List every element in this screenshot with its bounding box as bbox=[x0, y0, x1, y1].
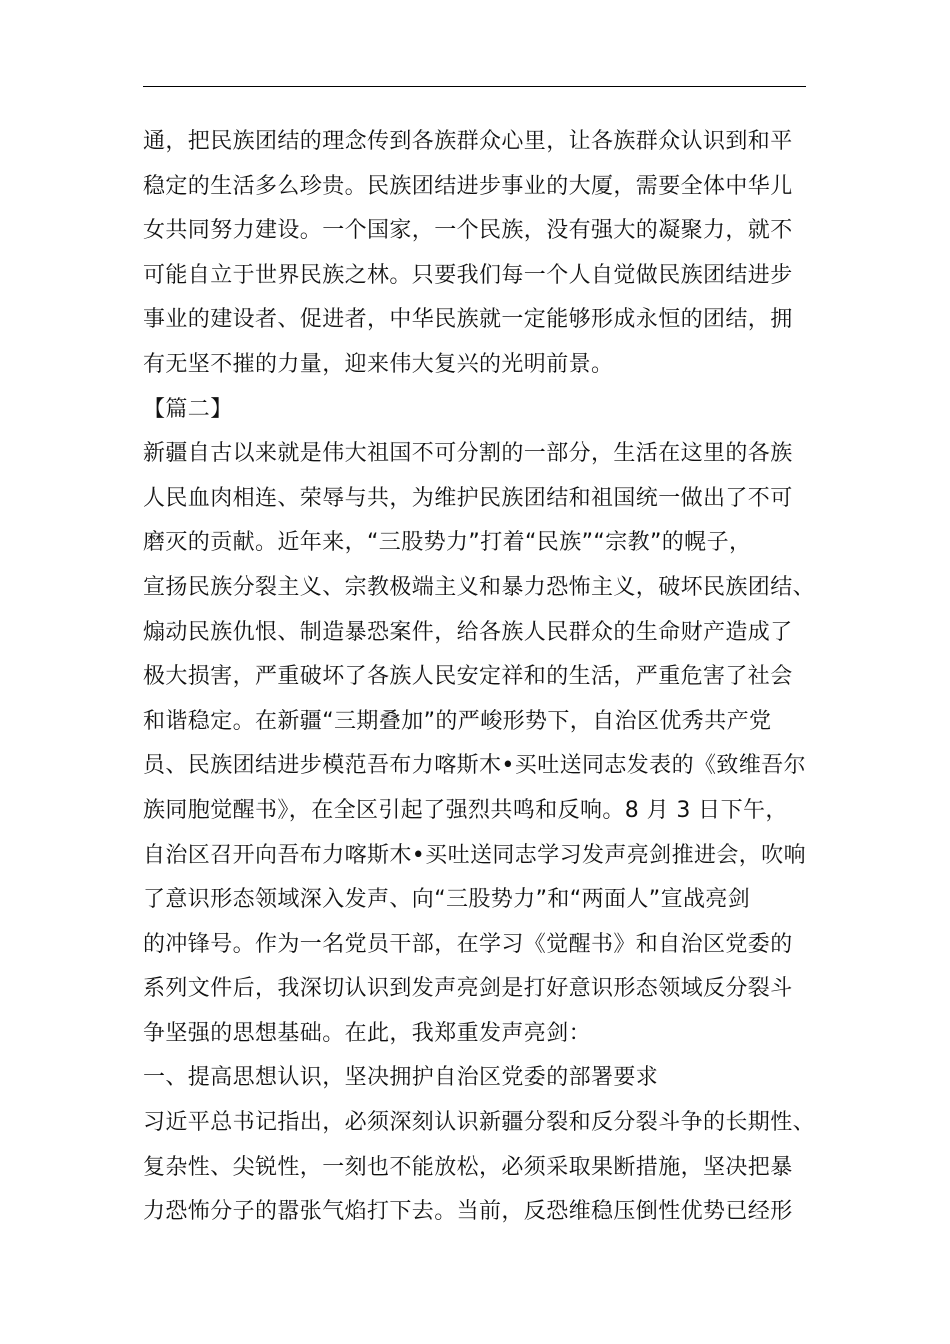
text-line: 新疆自古以来就是伟大祖国不可分割的一部分，生活在这里的各族 bbox=[143, 441, 793, 467]
text-line: 女共同努力建设。一个国家，一个民族，没有强大的凝聚力，就不 bbox=[143, 218, 793, 244]
text-line: 稳定的生活多么珍贵。民族团结进步事业的大厦，需要全体中华儿 bbox=[143, 173, 793, 199]
text-line: 有无坚不摧的力量，迎来伟大复兴的光明前景。 bbox=[143, 351, 614, 377]
text-line: 事业的建设者、促进者，中华民族就一定能够形成永恒的团结，拥 bbox=[143, 307, 793, 333]
text-line: 磨灭的贡献。近年来，“三股势力”打着“民族”“宗教”的幌子， bbox=[143, 530, 752, 556]
text-line: 了意识形态领域深入发声、向“三股势力”和“两面人”宣战亮剑 bbox=[143, 887, 751, 913]
text-line: 通，把民族团结的理念传到各族群众心里，让各族群众认识到和平 bbox=[143, 129, 793, 154]
text-line: 习近平总书记指出，必须深刻认识新疆分裂和反分裂斗争的长期性、 bbox=[143, 1110, 816, 1136]
header-rule bbox=[143, 86, 806, 87]
text-line: 争坚强的思想基础。在此，我郑重发声亮剑： bbox=[143, 1020, 592, 1046]
text-line: 煽动民族仇恨、制造暴恐案件，给各族人民群众的生命财产造成了 bbox=[143, 619, 793, 645]
text-line: 力恐怖分子的嚣张气焰打下去。当前，反恐维稳压倒性优势已经形 bbox=[143, 1199, 793, 1225]
text-line: 极大损害，严重破坏了各族人民安定祥和的生活，严重危害了社会 bbox=[143, 664, 793, 690]
text-line: 系列文件后，我深切认识到发声亮剑是打好意识形态领域反分裂斗 bbox=[143, 976, 793, 1002]
text-line: 族同胞觉醒书》，在全区引起了强烈共鸣和反响。8 月 3 日下午， bbox=[143, 797, 788, 823]
section-heading: 【篇二】 bbox=[143, 396, 233, 422]
text-line: 自治区召开向吾布力喀斯木•买吐送同志学习发声亮剑推进会，吹响 bbox=[143, 842, 806, 868]
text-line: 员、民族团结进步模范吾布力喀斯木•买吐送同志发表的《致维吾尔 bbox=[143, 753, 806, 779]
text-line: 可能自立于世界民族之林。只要我们每一个人自觉做民族团结进步 bbox=[143, 262, 793, 288]
text-line: 人民血肉相连、荣辱与共，为维护民族团结和祖国统一做出了不可 bbox=[143, 485, 793, 511]
text-line: 的冲锋号。作为一名党员干部，在学习《觉醒书》和自治区党委的 bbox=[143, 931, 793, 957]
text-line: 宣扬民族分裂主义、宗教极端主义和暴力恐怖主义，破坏民族团结、 bbox=[143, 574, 816, 600]
text-line: 和谐稳定。在新疆“三期叠加”的严峻形势下，自治区优秀共产党 bbox=[143, 708, 772, 734]
subsection-heading: 一、提高思想认识，坚决拥护自治区党委的部署要求 bbox=[143, 1065, 659, 1091]
body-text bbox=[143, 120, 833, 1235]
text-line: 复杂性、尖锐性，一刻也不能放松，必须采取果断措施，坚决把暴 bbox=[143, 1154, 793, 1180]
